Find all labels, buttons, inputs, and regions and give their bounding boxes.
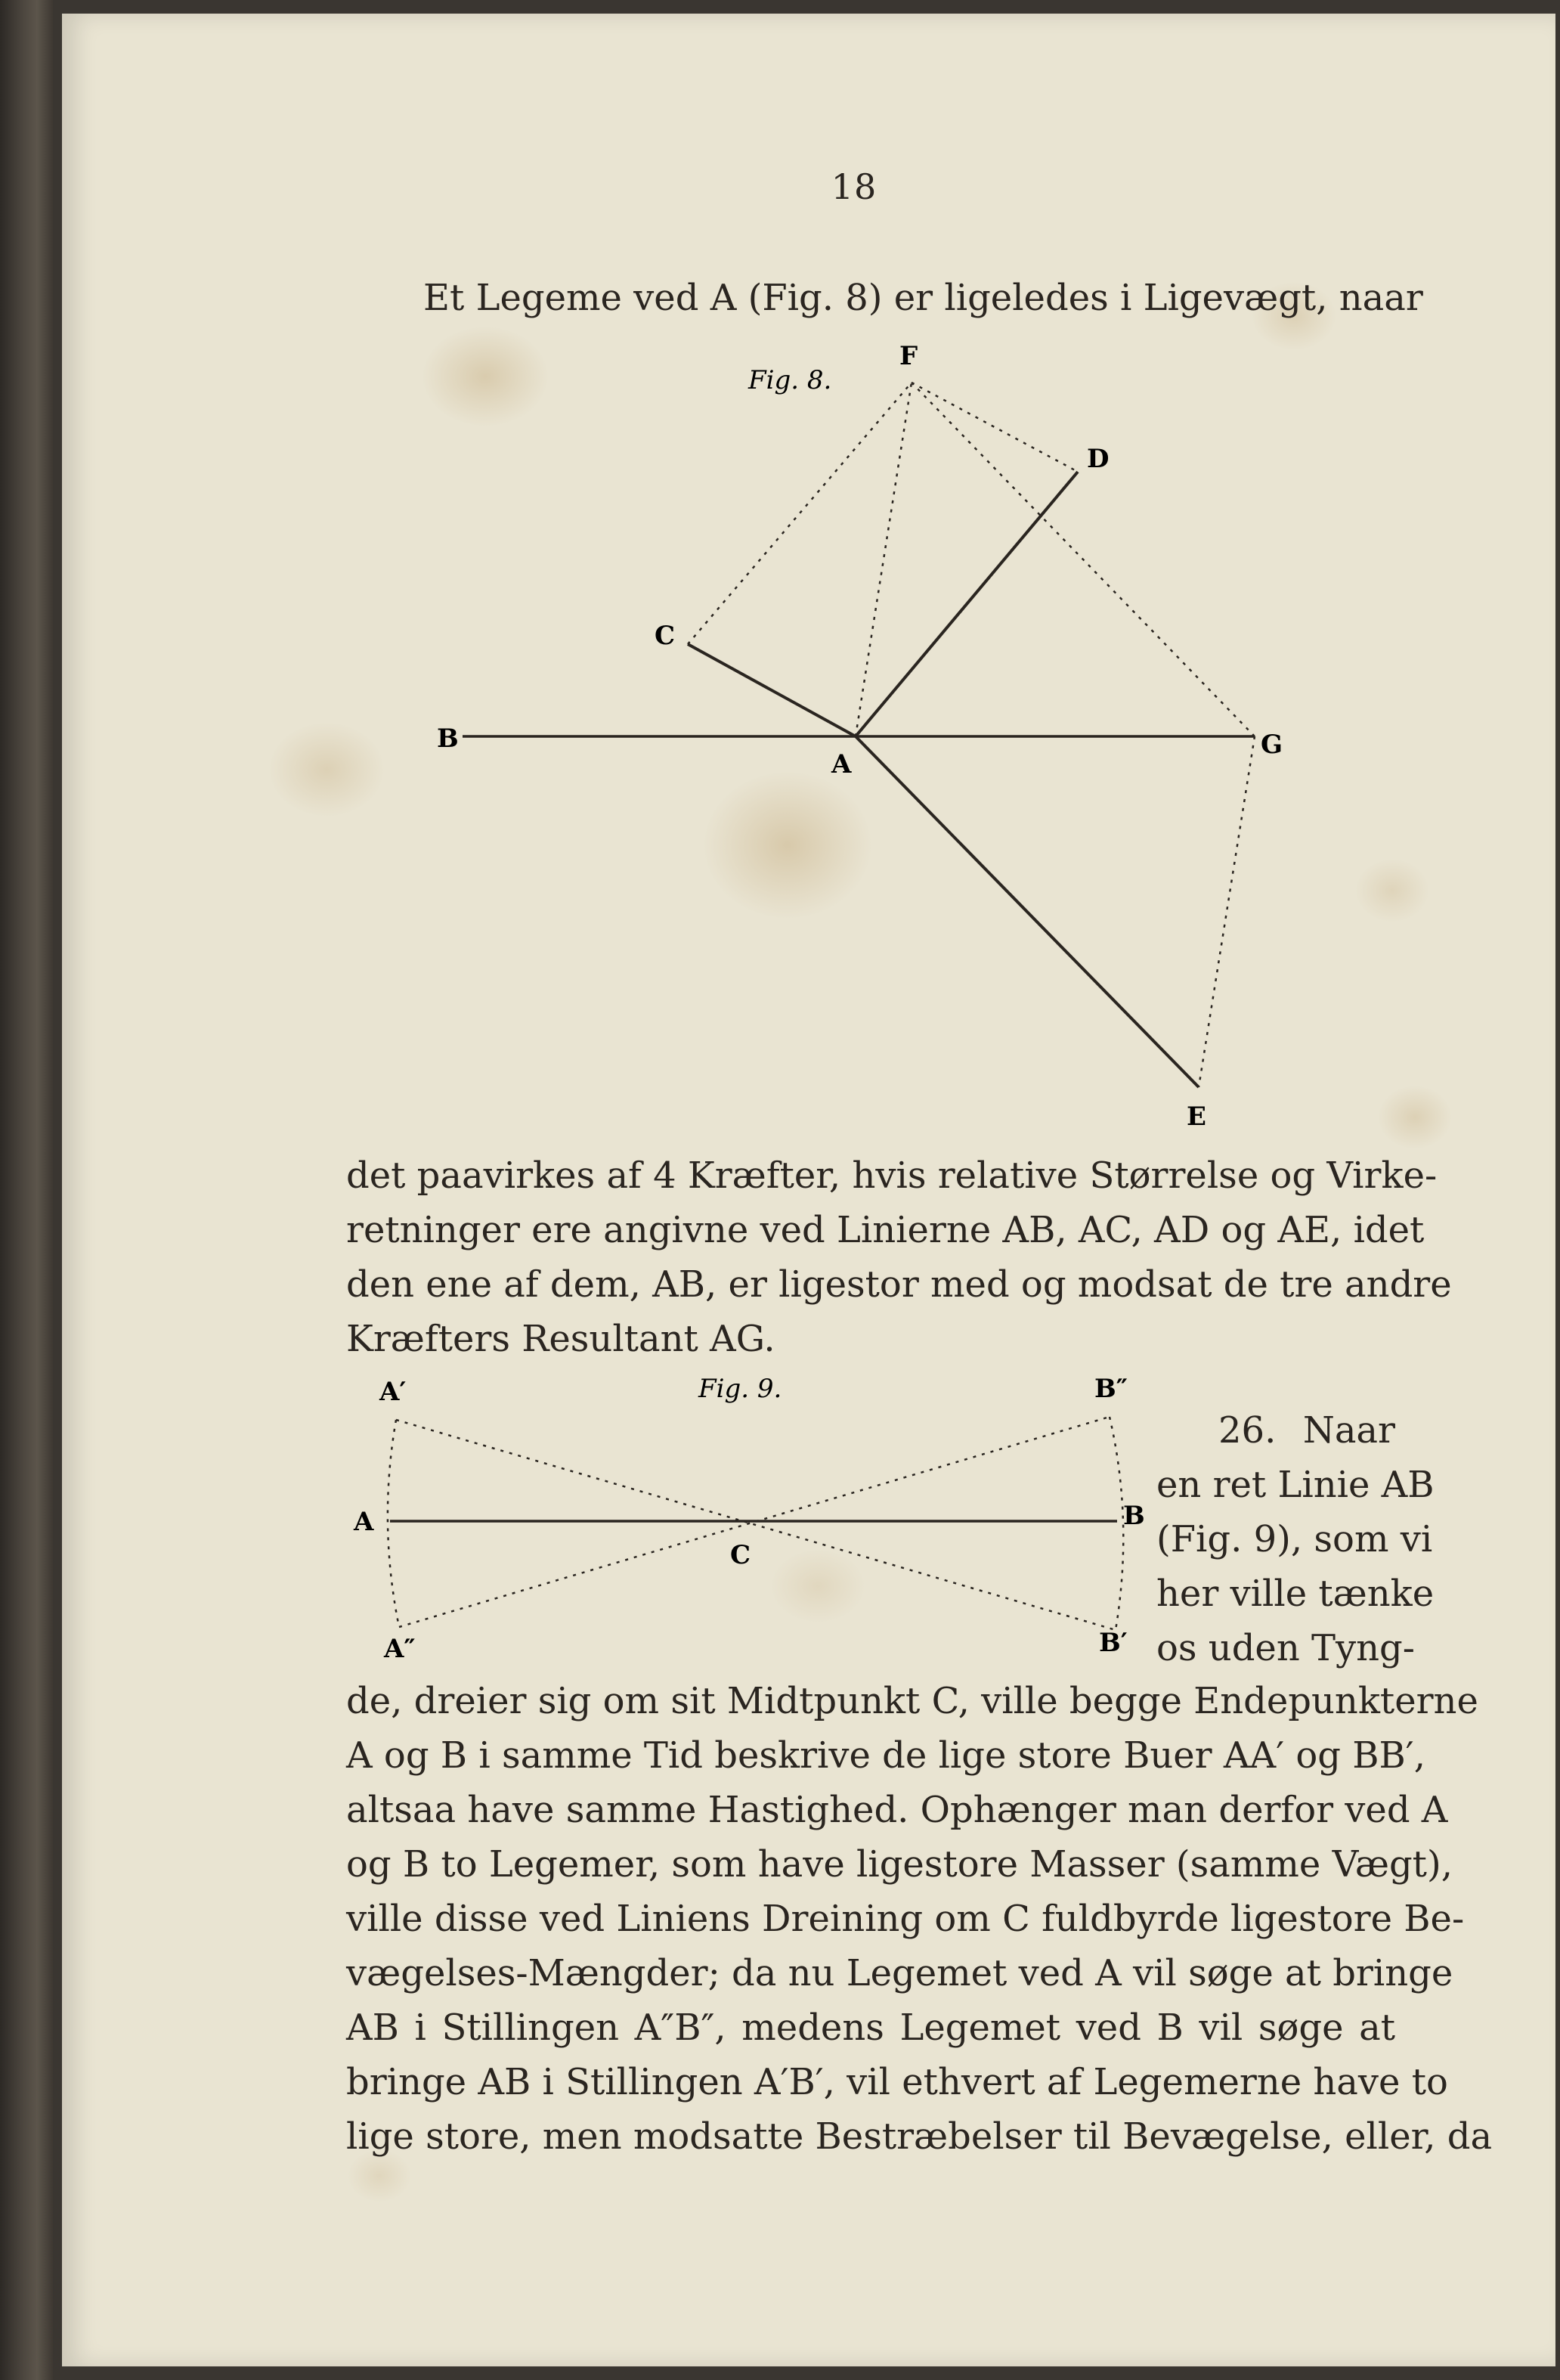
fig8-point-c: C [655, 621, 676, 651]
side-text-line-5: os uden Tyng- [1156, 1627, 1415, 1669]
paragraph-fig8-line-2: retninger ere angivne ved Linierne AB, AC, AD og AE, idet [346, 1209, 1425, 1251]
figure-8 [0, 0, 1560, 1149]
paragraph-26-line-9: lige store, men modsatte Bestræbelser til Bevægelse, eller, da [346, 2115, 1493, 2158]
fig8-point-e: E [1187, 1102, 1206, 1132]
fig8-dotted-cf [688, 383, 912, 644]
side-text-line-4: her ville tænke [1156, 1573, 1435, 1615]
fig9-label: Fig. 9. [698, 1374, 782, 1404]
side-text-line-2: en ret Linie AB [1156, 1464, 1435, 1506]
fig9-point-b-double-prime: B″ [1094, 1374, 1128, 1404]
paragraph-26-line-3: altsaa have samme Hastighed. Ophænger man derfor ved A [346, 1789, 1448, 1831]
fig8-point-d: D [1087, 444, 1110, 474]
side-text-line-3: (Fig. 9), som vi [1156, 1518, 1433, 1560]
paragraph-26-line-1: de, dreier sig om sit Midtpunkt C, ville begge Endepunkterne [346, 1680, 1478, 1722]
paragraph-26-line-2: A og B i samme Tid beskrive de lige store Buer AA′ og BB′, [346, 1734, 1425, 1777]
paragraph-fig8-line-3: den ene af dem, AB, er ligestor med og modsat de tre andre [346, 1263, 1452, 1306]
fig8-dotted-fd [912, 383, 1078, 472]
fig8-line-ae [856, 736, 1199, 1087]
fig9-point-a-double-prime: A″ [384, 1634, 416, 1664]
paragraph-fig8-line-4: Kræfters Resultant AG. [346, 1318, 775, 1360]
fig8-line-ad [856, 472, 1078, 736]
figure-9 [0, 1361, 1149, 1678]
fig8-dotted-fg [912, 383, 1255, 736]
fig8-point-a: A [831, 749, 852, 779]
intro-line: Et Legeme ved A (Fig. 8) er ligeledes i Ligevægt, naar [423, 277, 1423, 319]
fig8-line-ac [688, 644, 856, 736]
fig9-arc-a [388, 1420, 399, 1627]
page-number: 18 [831, 166, 878, 207]
paragraph-26-line-5: ville disse ved Liniens Dreining om C fuldbyrde ligestore Be- [346, 1898, 1465, 1940]
fig8-label: Fig. 8. [748, 365, 832, 395]
fig9-point-a: A [354, 1507, 374, 1537]
fig9-point-a-prime: A′ [379, 1377, 407, 1407]
paragraph-fig8-line-1: det paavirkes af 4 Kræfter, hvis relative Størrelse og Virke- [346, 1154, 1438, 1197]
side-text-line-1: 26. Naar [1218, 1409, 1395, 1452]
paragraph-26-line-8: bringe AB i Stillingen A′B′, vil ethvert af Legemerne have to [346, 2061, 1448, 2103]
fig9-point-c: C [730, 1540, 751, 1570]
fig8-dotted-ge [1199, 736, 1255, 1087]
fig8-point-f: F [899, 341, 918, 371]
paragraph-26-line-7: AB i Stillingen A″B″, medens Legemet ved B vil søge at [346, 2007, 1395, 2049]
fig8-point-g: G [1261, 730, 1283, 760]
fig8-point-b: B [437, 724, 459, 754]
fig9-point-b: B [1123, 1501, 1145, 1531]
fig9-dotted-a-prime-b-prime [396, 1420, 1116, 1630]
fig8-dotted-af [856, 383, 912, 736]
paragraph-26-line-4: og B to Legemer, som have ligestore Masser (samme Vægt), [346, 1843, 1453, 1886]
fig9-arc-b [1110, 1417, 1123, 1630]
fig9-point-b-prime: B′ [1099, 1628, 1128, 1658]
paragraph-26-line-6: vægelses-Mængder; da nu Legemet ved A vil søge at bringe [346, 1952, 1453, 1994]
